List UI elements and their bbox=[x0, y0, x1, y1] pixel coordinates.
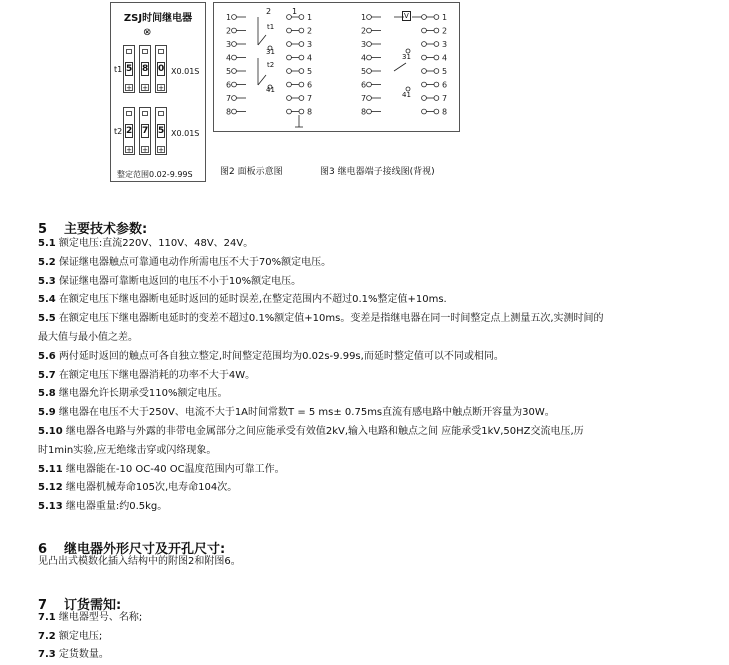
timer1-unit: X0.01S bbox=[171, 67, 200, 76]
terminal-number-right: 1 bbox=[307, 13, 313, 22]
terminal-number-left: 5 bbox=[361, 67, 367, 76]
terminal-number-right: 3 bbox=[307, 40, 313, 49]
terminal-31-label-right: 31 bbox=[402, 53, 411, 61]
terminal-icon bbox=[422, 82, 427, 87]
terminal-icon bbox=[422, 15, 427, 20]
terminal-number-right: 5 bbox=[307, 67, 313, 76]
terminal-number-left: 1 bbox=[361, 13, 367, 22]
item-text-continued: 最大值与最小值之差。 bbox=[38, 332, 138, 343]
item-text-continued: 时1min实验,应无绝缘击穿或闪络现象。 bbox=[38, 444, 217, 456]
item-text: 继电器在电压不大于250V、电流不大于1A时间常数T = 5 ms± 0.75ms直流有感电路中触点断开容量为30W。 bbox=[55, 407, 555, 419]
voltmeter-icon: V bbox=[404, 12, 409, 20]
terminal-number-left: 6 bbox=[361, 80, 367, 90]
plus-icon: + bbox=[158, 146, 164, 154]
terminal-icon bbox=[434, 42, 439, 47]
terminal-icon bbox=[232, 109, 237, 114]
timer1-digit-3[interactable] bbox=[155, 45, 167, 93]
item-text: 保证继电器触点可靠通电动作所需电压不大于70%额定电压。 bbox=[55, 256, 332, 268]
digit-value: 5 bbox=[126, 64, 133, 74]
spec-item bbox=[38, 482, 237, 494]
terminal-number-right: 2 bbox=[307, 26, 313, 36]
timer2-unit: X0.01S bbox=[171, 129, 200, 138]
contact-switch bbox=[258, 75, 266, 85]
terminal-icon bbox=[367, 82, 372, 87]
terminal-icon bbox=[367, 28, 372, 33]
item-index: 5.9 bbox=[38, 407, 56, 419]
contact-switch bbox=[394, 63, 406, 71]
terminal-icon bbox=[232, 28, 237, 33]
section5-number: 5 bbox=[38, 222, 48, 237]
spec-item bbox=[38, 370, 255, 382]
increment-icon bbox=[158, 49, 164, 54]
terminal-icon bbox=[434, 69, 439, 74]
indicator-icon: ⊗ bbox=[143, 27, 152, 38]
terminal-top-label-1: 1 bbox=[292, 7, 298, 16]
timer2-label: t2 bbox=[114, 127, 123, 136]
spec-item bbox=[38, 257, 331, 269]
item-index: 5.8 bbox=[38, 388, 56, 400]
item-index: 5.6 bbox=[38, 350, 56, 362]
terminal-icon bbox=[299, 82, 304, 87]
terminal-icon bbox=[422, 96, 427, 101]
terminal-icon bbox=[422, 28, 427, 33]
section6-heading bbox=[38, 538, 225, 557]
timer2-digit-2[interactable] bbox=[139, 107, 151, 155]
timer2-digit-1[interactable] bbox=[123, 107, 135, 155]
terminal-icon bbox=[422, 69, 427, 74]
item-index: 5.3 bbox=[38, 275, 56, 287]
increment-icon bbox=[126, 49, 132, 54]
digit-value: 7 bbox=[142, 126, 149, 136]
terminal-41-label-right: 41 bbox=[402, 91, 411, 99]
plus-icon: + bbox=[126, 84, 132, 92]
terminal-icon bbox=[367, 55, 372, 60]
terminal-icon bbox=[422, 42, 427, 47]
terminal-icon bbox=[422, 109, 427, 114]
terminal-icon bbox=[299, 96, 304, 101]
item-index: 5.5 bbox=[38, 313, 56, 325]
item-index: 5.7 bbox=[38, 369, 56, 381]
item-index: 7.3 bbox=[38, 649, 56, 660]
terminal-number-left: 2 bbox=[361, 26, 367, 36]
spec-item bbox=[38, 388, 228, 400]
terminal-icon bbox=[434, 109, 439, 114]
terminal-icon bbox=[232, 96, 237, 101]
item-text: 在额定电压下继电器断电延时返回的延时误差,在整定范围内不超过0.1%整定值+10ms. bbox=[55, 294, 447, 306]
terminal-number-left: 8 bbox=[226, 107, 232, 117]
plus-icon: + bbox=[142, 84, 148, 92]
terminal-number-right: 6 bbox=[307, 80, 313, 90]
plus-icon: + bbox=[126, 146, 132, 154]
terminal-number-left: 7 bbox=[226, 94, 232, 103]
terminal-icon bbox=[434, 15, 439, 20]
terminal-icon bbox=[287, 15, 292, 20]
terminal-number-right: 7 bbox=[442, 94, 448, 103]
increment-icon bbox=[126, 111, 132, 116]
item-text: 继电器重量:约0.5kg。 bbox=[62, 501, 168, 513]
spec-item bbox=[38, 612, 142, 624]
item-index: 5.1 bbox=[38, 238, 56, 249]
section7-heading bbox=[38, 594, 121, 613]
figure3-caption: 图3 继电器端子接线图(背视) bbox=[320, 167, 435, 177]
contact-switch bbox=[258, 35, 266, 45]
terminal-top-label-2: 2 bbox=[266, 7, 272, 16]
item-index: 5.12 bbox=[38, 482, 63, 494]
item-text: 在额定电压下继电器消耗的功率不大于4W。 bbox=[55, 369, 256, 381]
terminal-icon bbox=[367, 69, 372, 74]
spec-item bbox=[38, 238, 253, 250]
terminal-number-right: 4 bbox=[307, 53, 313, 63]
section6-body: 见凸出式模数化插入结构中的附图2和附图6。 bbox=[38, 556, 241, 567]
item-text: 继电器各电路与外露的非带电金属部分之间应能承受有效值2kV,输入电路和触点之间 应能承受1kV,50HZ交流电压,历 bbox=[62, 426, 584, 437]
terminal-icon bbox=[434, 55, 439, 60]
item-index: 7.1 bbox=[38, 612, 56, 623]
terminal-icon bbox=[299, 42, 304, 47]
terminal-number-right: 1 bbox=[442, 13, 448, 22]
plus-icon: + bbox=[158, 84, 164, 92]
terminal-icon bbox=[367, 15, 372, 20]
spec-item bbox=[38, 501, 167, 513]
terminal-icon bbox=[434, 96, 439, 101]
terminal-icon bbox=[232, 69, 237, 74]
terminal-number-left: 1 bbox=[226, 13, 232, 22]
t2-contact-label: t2 bbox=[267, 61, 275, 69]
terminal-number-left: 6 bbox=[226, 80, 232, 90]
spec-item bbox=[38, 649, 109, 661]
terminal-41-label: 41 bbox=[266, 86, 275, 94]
section6-title: 继电器外形尺寸及开孔尺寸: bbox=[64, 542, 226, 557]
increment-icon bbox=[158, 111, 164, 116]
terminal-icon bbox=[232, 42, 237, 47]
increment-icon bbox=[142, 111, 148, 116]
terminal-diagram bbox=[213, 2, 460, 132]
digit-value: 2 bbox=[126, 126, 133, 136]
item-text: 在额定电压下继电器断电延时的变差不超过0.1%额定值+10ms。变差是指继电器在同一时间整定点上测量五次,实测时间的 bbox=[55, 313, 604, 325]
terminal-icon bbox=[232, 82, 237, 87]
digit-value: 8 bbox=[142, 64, 149, 74]
terminal-number-right: 2 bbox=[442, 26, 448, 36]
terminal-number-left: 8 bbox=[361, 107, 367, 117]
terminal-31-label: 31 bbox=[266, 48, 275, 56]
item-text: 继电器能在-10 OC-40 OC温度范围内可靠工作。 bbox=[62, 463, 285, 475]
terminal-number-left: 5 bbox=[226, 67, 232, 76]
section5-title: 主要技术参数: bbox=[64, 222, 148, 237]
terminal-icon bbox=[299, 69, 304, 74]
terminal-icon bbox=[299, 55, 304, 60]
section7-number: 7 bbox=[38, 598, 48, 613]
terminal-icon bbox=[287, 82, 292, 87]
timer1-digit-2[interactable] bbox=[139, 45, 151, 93]
item-text: 两付延时返回的触点可各自独立整定,时间整定范围均为0.02s-9.99s,而延时整定值可以不同或相同。 bbox=[55, 350, 504, 362]
terminal-icon bbox=[287, 109, 292, 114]
range-note: 整定范围0.02-9.99S bbox=[117, 170, 193, 179]
terminal-icon bbox=[367, 96, 372, 101]
terminal-number-right: 3 bbox=[442, 40, 448, 49]
terminal-icon bbox=[367, 109, 372, 114]
spec-item bbox=[38, 407, 555, 419]
terminal-icon bbox=[367, 42, 372, 47]
digit-value: 5 bbox=[158, 126, 165, 136]
terminal-icon bbox=[299, 15, 304, 20]
panel-title: ZSJ时间继电器 bbox=[123, 13, 193, 24]
section7-title: 订货需知: bbox=[64, 598, 122, 613]
increment-icon bbox=[142, 49, 148, 54]
terminal-icon bbox=[434, 28, 439, 33]
item-text: 额定电压; bbox=[55, 630, 103, 642]
item-text: 继电器机械寿命105次,电寿命104次。 bbox=[62, 482, 238, 494]
terminal-number-left: 3 bbox=[361, 40, 367, 49]
item-text: 定货数量。 bbox=[55, 649, 109, 660]
terminal-icon bbox=[422, 55, 427, 60]
item-index: 7.2 bbox=[38, 630, 56, 642]
item-text: 继电器型号、名称; bbox=[55, 612, 143, 623]
timer1-digit-1[interactable] bbox=[123, 45, 135, 93]
spec-item bbox=[38, 313, 604, 325]
digit-value: 0 bbox=[158, 64, 165, 74]
panel-diagram bbox=[110, 2, 206, 182]
spec-item bbox=[38, 294, 447, 306]
terminal-number-right: 8 bbox=[307, 107, 313, 117]
terminal-number-right: 7 bbox=[307, 94, 313, 103]
terminal-icon bbox=[434, 82, 439, 87]
item-index: 5.4 bbox=[38, 294, 56, 306]
spec-item bbox=[38, 351, 504, 363]
terminal-number-left: 4 bbox=[226, 53, 232, 63]
spec-item bbox=[38, 631, 102, 643]
terminal-icon bbox=[299, 28, 304, 33]
terminal-number-left: 2 bbox=[226, 26, 232, 36]
item-text: 保证继电器可靠断电返回的电压不小于10%额定电压。 bbox=[55, 275, 302, 287]
terminal-icon bbox=[299, 109, 304, 114]
timer1-label: t1 bbox=[114, 65, 123, 74]
figure2-caption: 图2 面板示意图 bbox=[220, 167, 283, 177]
spec-item bbox=[38, 276, 301, 288]
terminal-number-right: 4 bbox=[442, 53, 448, 63]
terminal-number-left: 7 bbox=[361, 94, 367, 103]
item-index: 5.10 bbox=[38, 426, 63, 437]
section5-heading bbox=[38, 218, 147, 237]
terminal-icon bbox=[287, 42, 292, 47]
terminal-number-left: 3 bbox=[226, 40, 232, 49]
terminal-number-left: 4 bbox=[361, 53, 367, 63]
terminal-icon bbox=[232, 15, 237, 20]
item-text: 继电器允许长期承受110%额定电压。 bbox=[55, 388, 228, 400]
timer2-digit-3[interactable] bbox=[155, 107, 167, 155]
item-index: 5.11 bbox=[38, 463, 63, 475]
spec-item bbox=[38, 464, 285, 476]
item-index: 5.13 bbox=[38, 501, 63, 513]
terminal-number-right: 8 bbox=[442, 107, 448, 117]
plus-icon: + bbox=[142, 146, 148, 154]
terminal-icon bbox=[232, 55, 237, 60]
item-index: 5.2 bbox=[38, 256, 56, 268]
terminal-icon bbox=[287, 69, 292, 74]
terminal-icon bbox=[287, 55, 292, 60]
terminal-number-right: 5 bbox=[442, 67, 448, 76]
terminal-icon bbox=[287, 28, 292, 33]
terminal-number-right: 6 bbox=[442, 80, 448, 90]
item-text: 额定电压:直流220V、110V、48V、24V。 bbox=[55, 238, 254, 249]
terminal-icon bbox=[287, 96, 292, 101]
t1-contact-label: t1 bbox=[267, 23, 275, 31]
wiring-svg bbox=[214, 3, 461, 133]
section6-number: 6 bbox=[38, 542, 48, 557]
spec-item bbox=[38, 426, 584, 438]
